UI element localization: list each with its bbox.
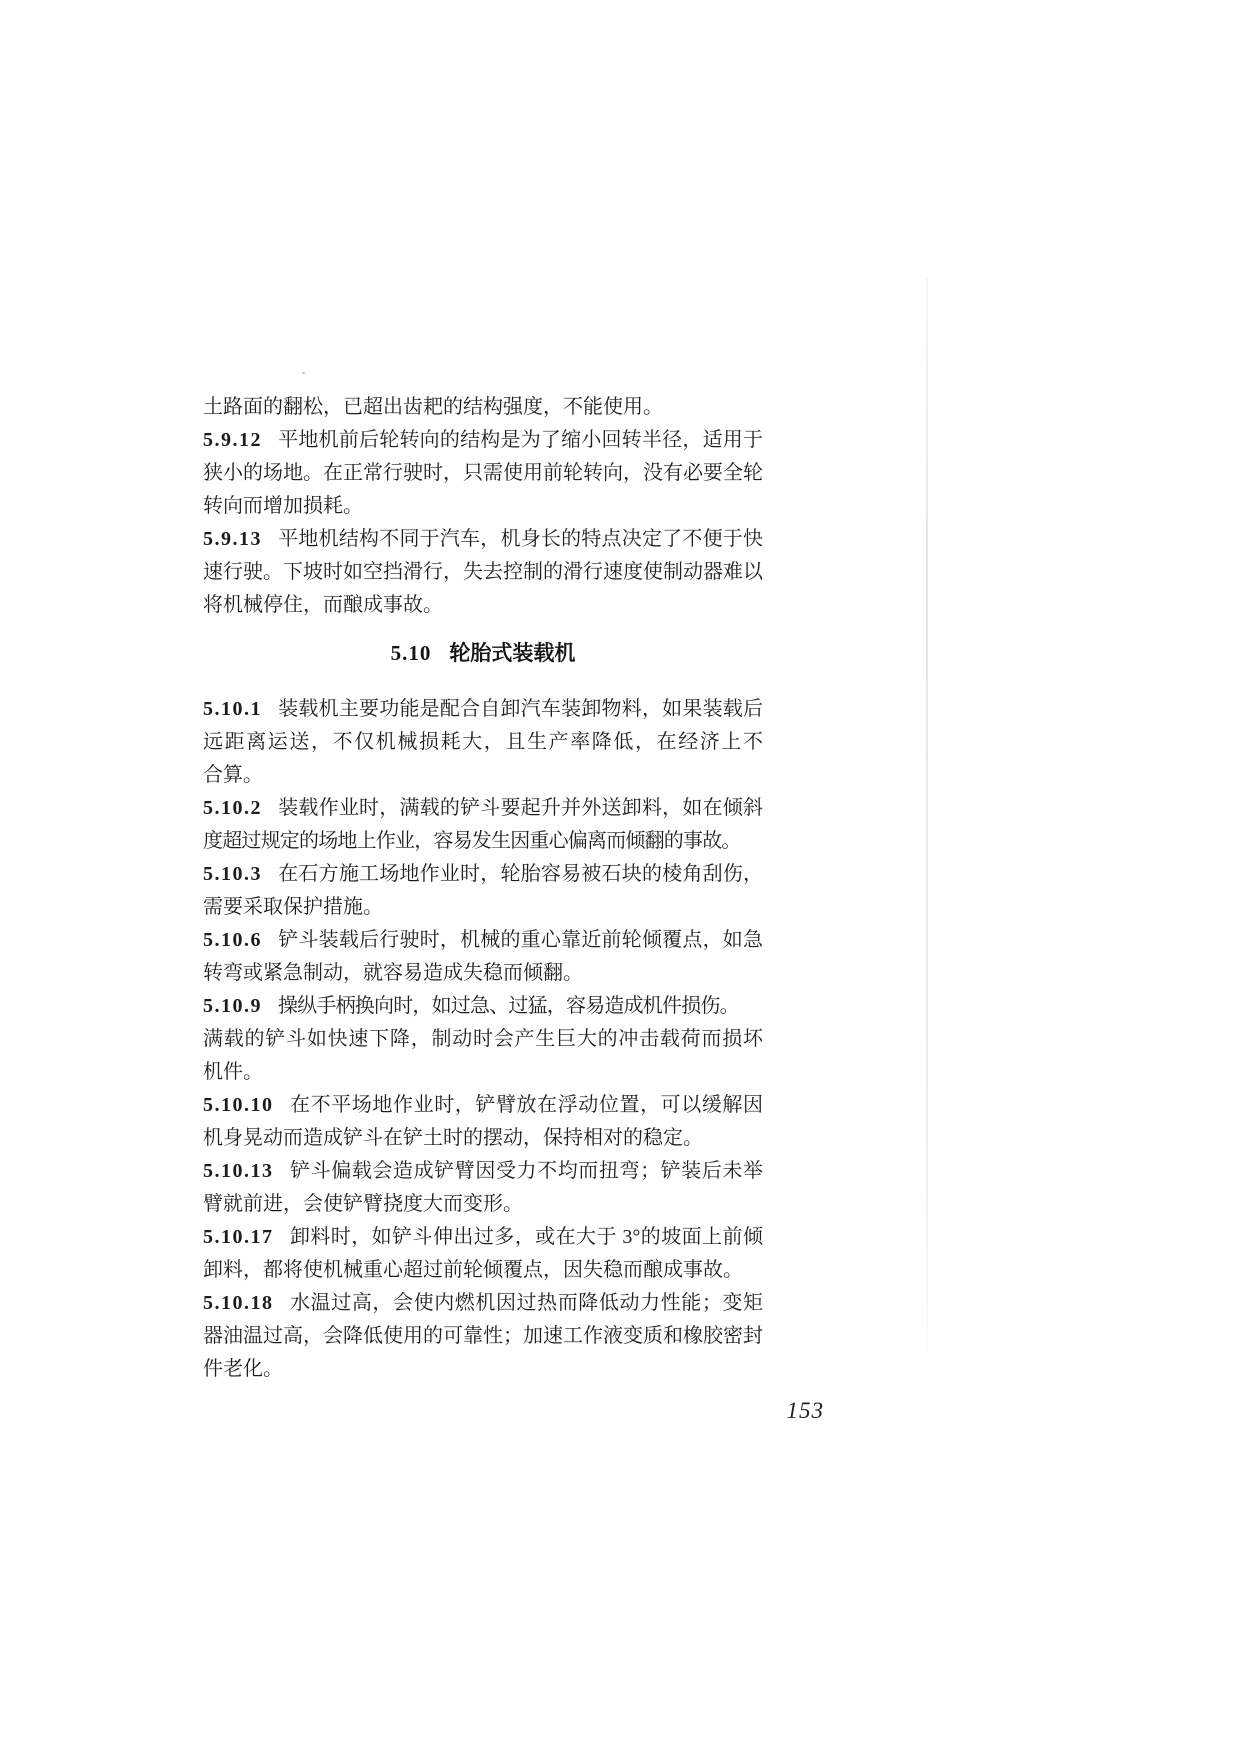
text-line xyxy=(203,1023,763,1056)
section-number: 5.10.10 xyxy=(203,1094,274,1116)
section-number: 5.10.3 xyxy=(203,863,262,885)
line-text: 在不平场地作业时，铲臂放在浮动位置，可以缓解因 xyxy=(289,1094,763,1116)
line-text: 度超过规定的场地上作业，容易发生因重心偏离而倾翻的事故。 xyxy=(203,830,741,852)
text-line xyxy=(203,1353,763,1386)
line-text: 平地机结构不同于汽车，机身长的特点决定了不便于快 xyxy=(278,528,763,550)
line-text: 器油温过高，会降低使用的可靠性；加速工作液变质和橡胶密封 xyxy=(203,1325,763,1347)
text-line xyxy=(203,1287,763,1320)
line-text: 在石方施工场地作业时，轮胎容易被石块的棱角刮伤， xyxy=(278,863,763,885)
text-line xyxy=(203,1320,763,1353)
line-text: 将机械停住，而酿成事故。 xyxy=(203,594,443,616)
text-line xyxy=(203,726,763,759)
text-line xyxy=(203,1089,763,1122)
section-number: 5.9.12 xyxy=(203,429,262,451)
text-line xyxy=(203,424,763,457)
line-text: 转弯或紧急制动，就容易造成失稳而倾翻。 xyxy=(203,962,583,984)
text-line xyxy=(203,924,763,957)
text-line xyxy=(203,391,763,424)
scan-speck xyxy=(302,372,305,374)
page-number: 153 xyxy=(786,1398,824,1423)
text-line xyxy=(203,1122,763,1155)
line-text: 机件。 xyxy=(203,1061,263,1083)
text-line xyxy=(203,490,763,523)
text-line xyxy=(203,759,763,792)
text-line xyxy=(203,990,763,1023)
line-text: 件老化。 xyxy=(203,1358,283,1380)
line-text: 速行驶。下坡时如空挡滑行，失去控制的滑行速度使制动器难以 xyxy=(203,561,763,583)
text-line xyxy=(203,858,763,891)
line-text: 需要采取保护措施。 xyxy=(203,896,383,918)
line-text: 铲斗偏载会造成铲臂因受力不均而扭弯；铲装后未举 xyxy=(289,1160,763,1182)
text-line xyxy=(203,1155,763,1188)
section-heading-number: 5.10 xyxy=(390,641,432,665)
section-number: 5.10.2 xyxy=(203,797,262,819)
line-text: 操纵手柄换向时，如过急、过猛，容易造成机件损伤。 xyxy=(278,995,739,1017)
line-text: 水温过高，会使内燃机因过热而降低动力性能；变矩 xyxy=(289,1292,763,1314)
section-number: 5.10.18 xyxy=(203,1292,274,1314)
text-line xyxy=(203,792,763,825)
text-flow xyxy=(203,391,763,1386)
text-line xyxy=(203,825,763,858)
text-line xyxy=(203,1221,763,1254)
text-line xyxy=(203,891,763,924)
section-number: 5.10.17 xyxy=(203,1226,274,1248)
line-text: 装载机主要功能是配合自卸汽车装卸物料，如果装载后 xyxy=(278,698,763,720)
text-line xyxy=(203,957,763,990)
section-number: 5.9.13 xyxy=(203,528,262,550)
section-number: 5.10.13 xyxy=(203,1160,274,1182)
line-text: 转向而增加损耗。 xyxy=(203,495,363,517)
text-line xyxy=(203,457,763,490)
text-line xyxy=(203,693,763,726)
line-text: 土路面的翻松，已超出齿耙的结构强度，不能使用。 xyxy=(203,396,663,418)
section-heading xyxy=(203,635,763,671)
text-line xyxy=(203,1188,763,1221)
line-text: 机身晃动而造成铲斗在铲土时的摆动，保持相对的稳定。 xyxy=(203,1127,703,1149)
line-text: 狭小的场地。在正常行驶时，只需使用前轮转向，没有必要全轮 xyxy=(203,462,763,484)
text-line xyxy=(203,1254,763,1287)
line-text: 臂就前进，会使铲臂挠度大而变形。 xyxy=(203,1193,523,1215)
line-text: 远距离运送，不仅机械损耗大，且生产率降低，在经济上不 xyxy=(203,731,763,753)
line-text: 满载的铲斗如快速下降，制动时会产生巨大的冲击载荷而损坏 xyxy=(203,1028,763,1050)
section-heading-title: 轮胎式装载机 xyxy=(449,641,576,665)
text-line xyxy=(203,1056,763,1089)
line-text: 平地机前后轮转向的结构是为了缩小回转半径，适用于 xyxy=(278,429,763,451)
section-number: 5.10.1 xyxy=(203,698,262,720)
text-line xyxy=(203,589,763,622)
text-line xyxy=(203,523,763,556)
scan-edge-line xyxy=(926,278,928,1352)
text-line xyxy=(203,556,763,589)
section-number: 5.10.9 xyxy=(203,995,262,1017)
line-text: 铲斗装载后行驶时，机械的重心靠近前轮倾覆点，如急 xyxy=(278,929,763,951)
line-text: 装载作业时，满载的铲斗要起升并外送卸料，如在倾斜 xyxy=(278,797,763,819)
section-number: 5.10.6 xyxy=(203,929,262,951)
line-text: 卸料时，如铲斗伸出过多，或在大于 3°的坡面上前倾 xyxy=(289,1226,763,1248)
line-text: 合算。 xyxy=(203,764,263,786)
line-text: 卸料，都将使机械重心超过前轮倾覆点，因失稳而酿成事故。 xyxy=(203,1259,743,1281)
